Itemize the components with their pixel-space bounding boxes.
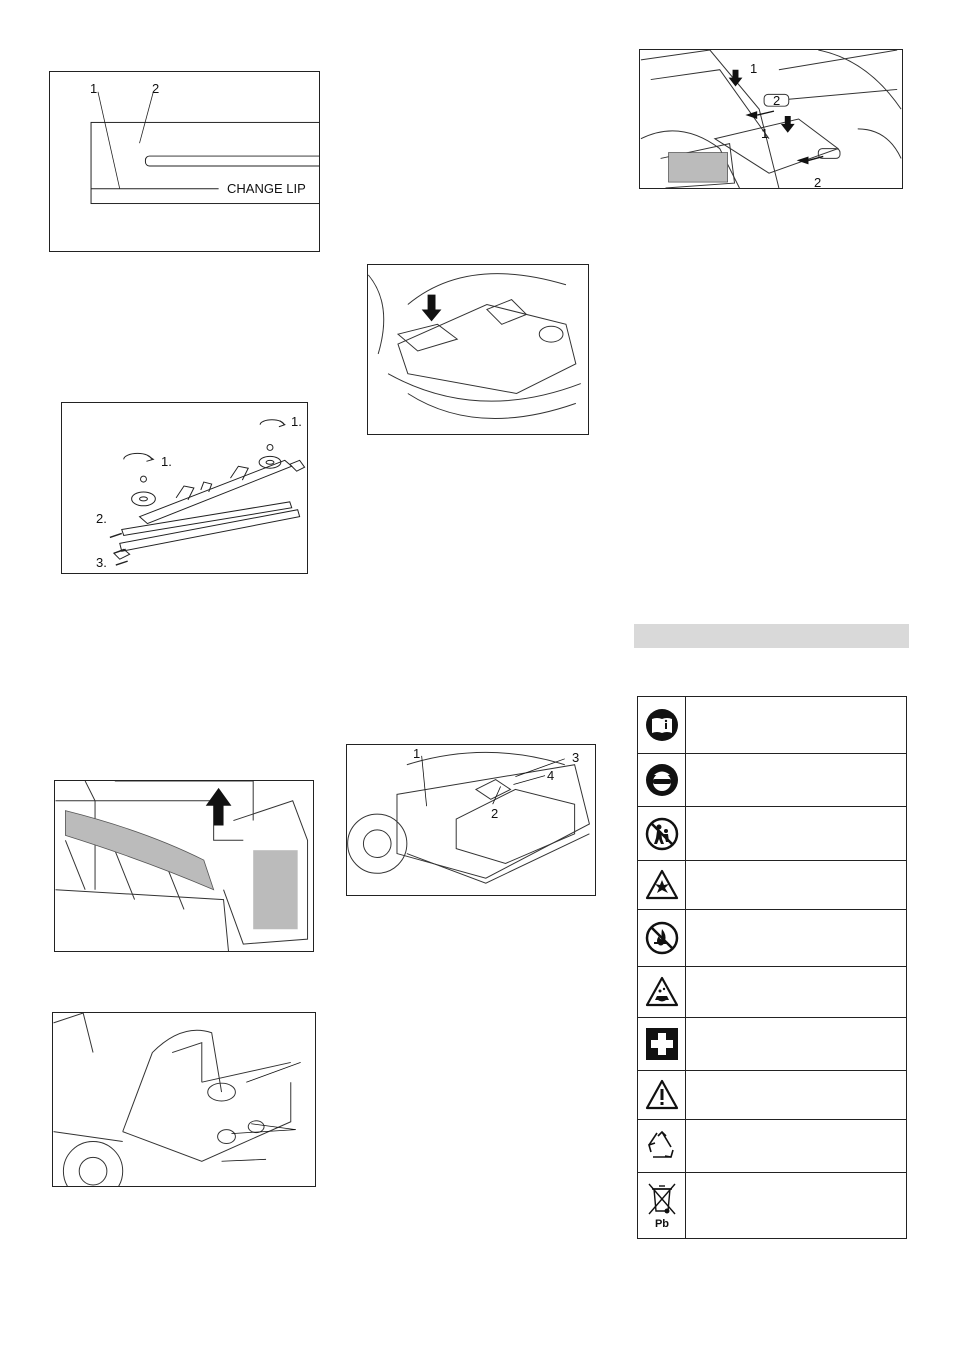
symbol-row (638, 1172, 906, 1238)
no-fire-icon (645, 921, 679, 955)
change-lip-drawing (50, 72, 319, 251)
callout-1b: 1 (761, 126, 769, 141)
callout-1: 1 (90, 81, 98, 96)
symbol-row (638, 860, 906, 909)
callout-4: 4 (547, 768, 555, 783)
side-panel-drawing (347, 745, 595, 895)
symbol-row (638, 909, 906, 966)
recycling-icon (645, 1130, 679, 1162)
rear-corner-drawing (53, 1013, 315, 1186)
symbol-row (638, 753, 906, 806)
figure-machine-base (367, 264, 589, 435)
symbol-row (638, 1119, 906, 1172)
figure-cover-lift (54, 780, 314, 952)
symbol-row (638, 697, 906, 753)
callout-1b: 1. (161, 454, 172, 469)
callout-3: 3 (572, 750, 580, 765)
callout-2: 2. (96, 511, 107, 526)
figure-top-right (639, 49, 903, 189)
symbol-row (638, 966, 906, 1017)
section-header-bar (634, 624, 909, 648)
squeegee-drawing (62, 403, 307, 573)
change-lip-label: CHANGE LIP (227, 181, 306, 196)
corrosive-icon (645, 976, 679, 1008)
cover-lift-drawing (55, 781, 313, 951)
callout-2: 2 (152, 81, 160, 96)
symbols-table (637, 696, 907, 1239)
crossed-bin-pb-icon (645, 1181, 679, 1231)
pb-label: Pb (654, 1217, 669, 1230)
callout-1: 1 (413, 746, 421, 761)
figure-side-panel (346, 744, 596, 896)
callout-2b: 2 (814, 175, 822, 189)
callout-1a: 1 (750, 61, 758, 76)
callout-3: 3. (96, 555, 107, 570)
symbol-row (638, 1070, 906, 1119)
machine-base-drawing (368, 265, 588, 434)
symbol-row (638, 806, 906, 860)
figure-rear-corner (52, 1012, 316, 1187)
callout-1a: 1. (291, 414, 302, 429)
eye-protection-icon (645, 763, 679, 797)
top-right-drawing (640, 50, 902, 188)
callout-2a: 2 (773, 93, 781, 108)
figure-change-lip (49, 71, 320, 252)
first-aid-icon (646, 1028, 678, 1060)
figure-squeegee-parts (61, 402, 308, 574)
symbol-row (638, 1017, 906, 1070)
read-manual-icon (645, 708, 679, 742)
callout-2: 2 (491, 806, 499, 821)
warning-icon (645, 1079, 679, 1111)
explosion-hazard-icon (645, 869, 679, 901)
keep-children-away-icon (645, 817, 679, 851)
